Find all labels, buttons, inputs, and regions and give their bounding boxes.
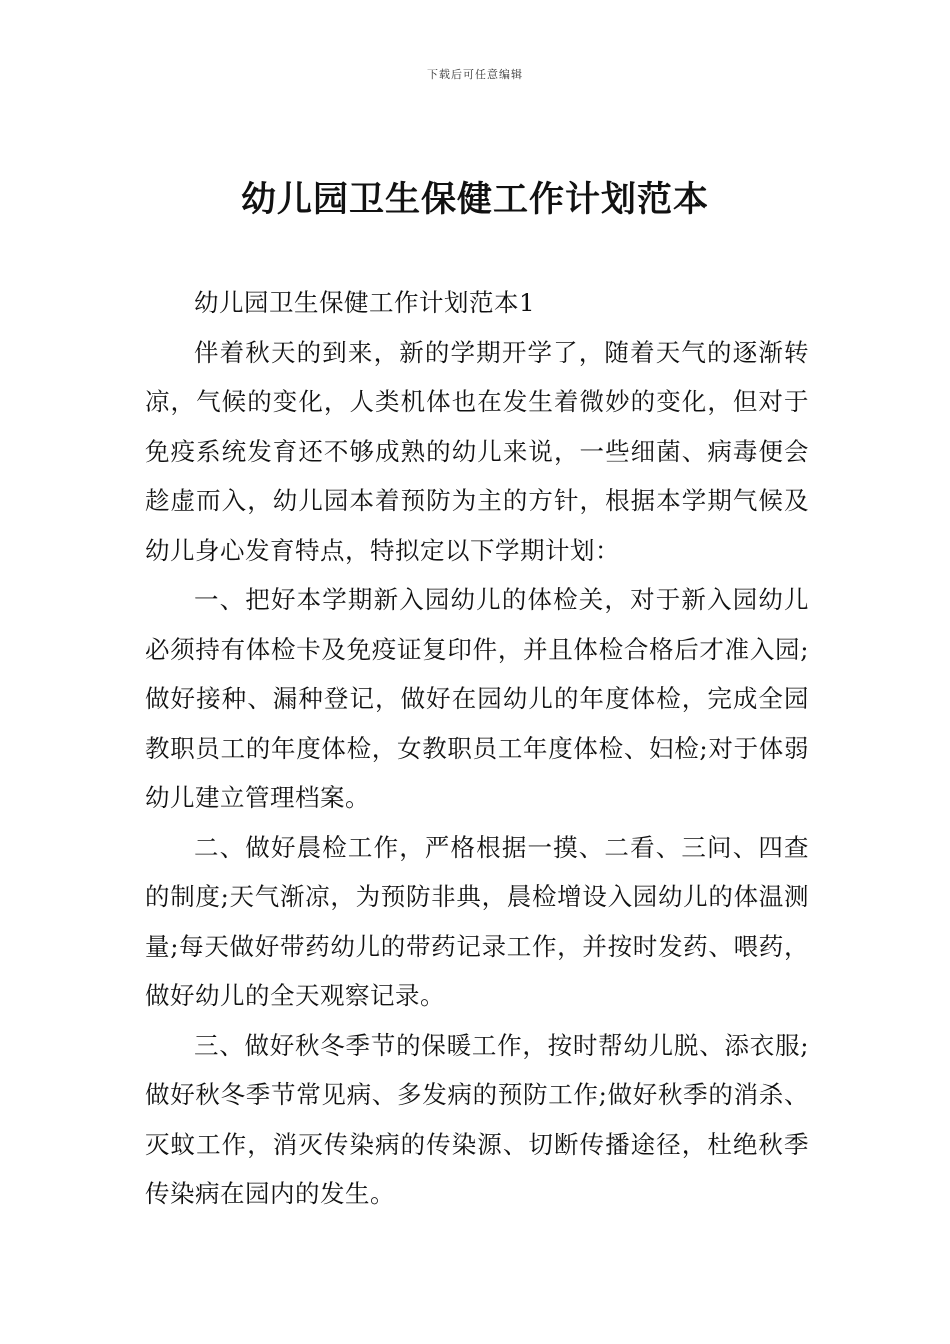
section-subtitle: 幼儿园卫生保健工作计划范本1 [194, 288, 536, 317]
header-note: 下载后可任意编辑 [427, 68, 523, 81]
document-body [145, 278, 809, 1219]
document-title: 幼儿园卫生保健工作计划范本 [240, 180, 709, 220]
paragraph-item-1: 一、把好本学期新入园幼儿的体检关，对于新入园幼儿必须持有体检卡及免疫证复印件，并且体检合格后才准入园;做好接种、漏种登记，做好在园幼儿的年度体检，完成全园教职员工的年度体检，女教职员工年度体检、妇检;对于体弱幼儿建立管理档案。 [145, 585, 809, 812]
paragraph-intro: 伴着秋天的到来，新的学期开学了，随着天气的逐渐转凉，气候的变化，人类机体也在发生着微妙的变化，但对于免疫系统发育还不够成熟的幼儿来说，一些细菌、病毒便会趁虚而入，幼儿园本着预防为主的方针，根据本学期气候及幼儿身心发育特点，特拟定以下学期计划： [145, 337, 809, 565]
paragraph-item-2: 二、做好晨检工作，严格根据一摸、二看、三问、四查的制度;天气渐凉，为预防非典，晨检增设入园幼儿的体温测量;每天做好带药幼儿的带药记录工作，并按时发药、喂药，做好幼儿的全天观察记录。 [145, 832, 809, 1010]
paragraph-item-3: 三、做好秋冬季节的保暖工作，按时帮幼儿脱、添衣服;做好秋冬季节常见病、多发病的预防工作;做好秋季的消杀、灭蚊工作，消灭传染病的传染源、切断传播途径，杜绝秋季传染病在园内的发生。 [145, 1030, 809, 1208]
